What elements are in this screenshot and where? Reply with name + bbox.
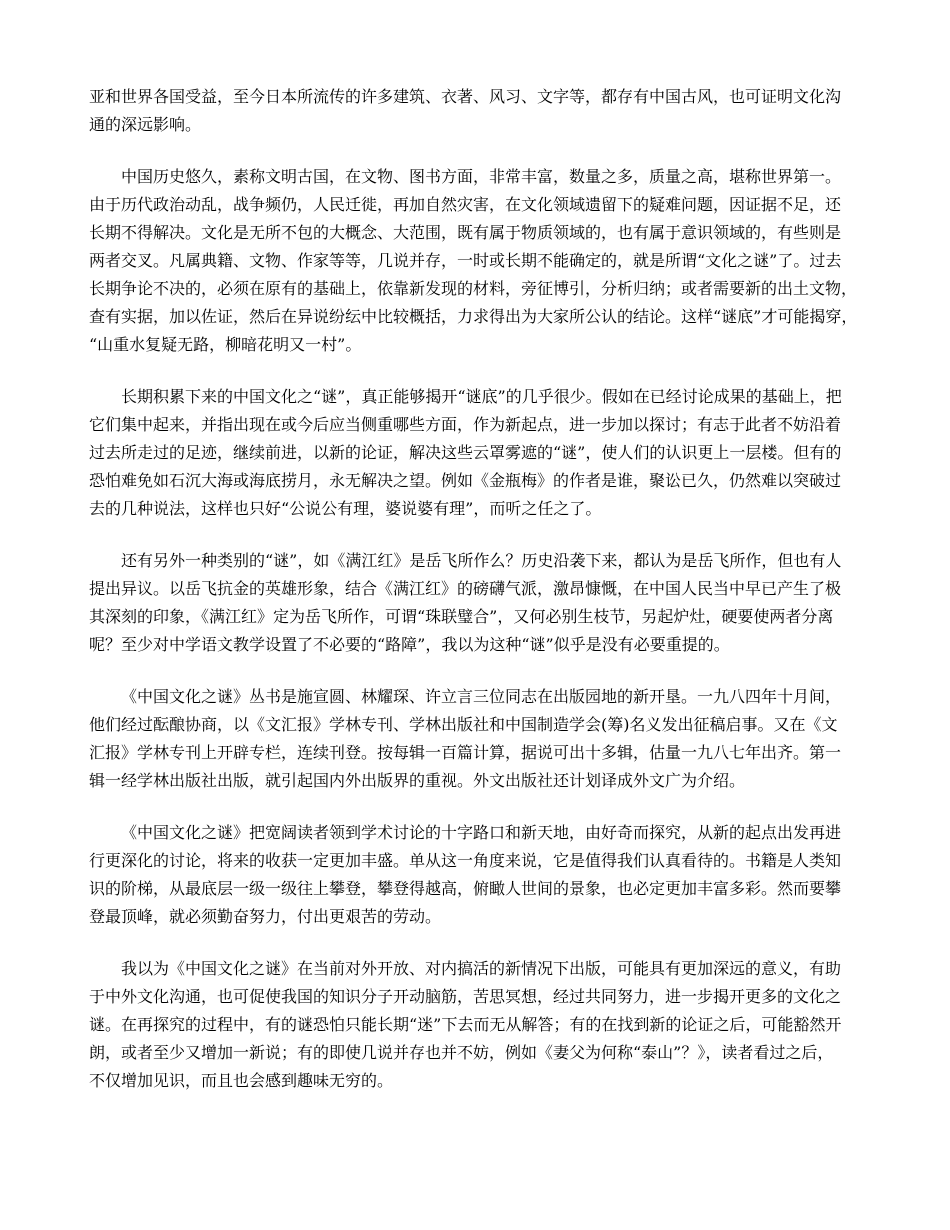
paragraph-5: [89, 683, 867, 795]
text-line: 他们经过酝酿协商，以《文汇报》学林专刊、学林出版社和中国制造学会(筹)名义发出征稿启事。又在《文: [89, 715, 838, 734]
text-line: 长期争论不决的，必须在原有的基础上，依靠新发现的材料，旁征博引，分析归纳；或者需要新的出土文物，: [89, 279, 858, 298]
text-line: 去的几种说法，这样也只好“公说公有理，婆说婆有理”，而听之任之了。: [89, 499, 602, 518]
text-line: 中国历史悠久，素称文明古国，在文物、图书方面，非常丰富，数量之多，质量之高，堪称世界第一。: [121, 167, 842, 186]
text-line: 行更深化的讨论，将来的收获一定更加丰盛。单从这一角度来说，它是值得我们认真看待的。书籍是人类知: [89, 851, 842, 870]
text-line: 不仅增加见识，而且也会感到趣味无穷的。: [89, 1071, 394, 1090]
text-line: “山重水复疑无路，柳暗花明又一村”。: [89, 335, 362, 354]
text-line: 我以为《中国文化之谜》在当前对外开放、对内搞活的新情况下出版，可能具有更加深远的意义，有助: [121, 959, 842, 978]
paragraph-1: [89, 83, 867, 139]
text-line: 恐怕难免如石沉大海或海底捞月，永无解决之望。例如《金瓶梅》的作者是谁，聚讼已久，仍然难以突破过: [89, 471, 842, 490]
text-line: 《中国文化之谜》把宽阔读者领到学术讨论的十字路口和新天地，由好奇而探究，从新的起点出发再进: [121, 823, 842, 842]
text-line: 两者交叉。凡属典籍、文物、作家等等，几说并存，一时或长期不能确定的，就是所谓“文化之谜”了。过去: [89, 251, 842, 270]
text-line: 提出异议。以岳飞抗金的英雄形象，结合《满江红》的磅礴气派，激昂慷慨，在中国人民当中早已产生了极: [89, 579, 842, 598]
text-line: 谜。在再探究的过程中，有的谜恐怕只能长期“迷”下去而无从解答；有的在找到新的论证之后，可能豁然开: [89, 1015, 842, 1034]
text-line: 汇报》学林专刊上开辟专栏，连续刊登。按每辑一百篇计算，据说可出十多辑，估量一九八七年出齐。第一: [89, 743, 842, 762]
text-line: 亚和世界各国受益，至今日本所流传的许多建筑、衣著、风习、文字等，都存有中国古风，也可证明文化沟: [89, 87, 842, 106]
text-line: 通的深远影响。: [89, 115, 202, 134]
text-line: 于中外文化沟通，也可促使我国的知识分子开动脑筋，苦思冥想，经过共同努力，进一步揭开更多的文化之: [89, 987, 842, 1006]
text-line: 由于历代政治动乱，战争频仍，人民迁徙，再加自然灾害，在文化领域遗留下的疑难问题，因证据不足，还: [89, 195, 842, 214]
paragraph-7: [89, 955, 867, 1095]
text-line: 登最顶峰，就必须勤奋努力，付出更艰苦的劳动。: [89, 907, 442, 926]
text-line: 其深刻的印象，《满江红》定为岳飞所作，可谓“珠联璧合”，又何必别生枝节，另起炉灶，硬要使两者分离: [89, 607, 834, 626]
paragraph-4: [89, 547, 867, 659]
text-line: 查有实据，加以佐证，然后在异说纷纭中比较概括，力求得出为大家所公认的结论。这样“谜底”才可能揭穿，: [89, 307, 858, 326]
text-line: 长期不得解决。文化是无所不包的大概念、大范围，既有属于物质领域的，也有属于意识领域的，有些则是: [89, 223, 842, 242]
text-line: 长期积累下来的中国文化之“谜”，真正能够揭开“谜底”的几乎很少。假如在已经讨论成果的基础上，把: [121, 387, 842, 406]
text-line: 朗，或者至少又增加一新说；有的即使几说并存也并不妨，例如《妻父为何称“泰山”？》，读者看过之后，: [89, 1043, 834, 1062]
paragraph-2: [89, 163, 867, 359]
paragraph-6: [89, 819, 867, 931]
text-line: 还有另外一种类别的“谜”，如《满江红》是岳飞所作么？历史沿袭下来，都认为是岳飞所作，但也有人: [121, 551, 842, 570]
text-line: 过去所走过的足迹，继续前进，以新的论证，解决这些云罩雾遮的“谜”，使人们的认识更上一层楼。但有的: [89, 443, 842, 462]
text-line: 它们集中起来，并指出现在或今后应当侧重哪些方面，作为新起点，进一步加以探讨；有志于此者不妨沿着: [89, 415, 842, 434]
text-line: 辑一经学林出版社出版，就引起国内外出版界的重视。外文出版社还计划译成外文广为介绍。: [89, 771, 746, 790]
text-line: 识的阶梯，从最底层一级一级往上攀登，攀登得越高，俯瞰人世间的景象，也必定更加丰富多彩。然而要攀: [89, 879, 842, 898]
paragraph-3: [89, 383, 867, 523]
text-line: 呢？至少对中学语文教学设置了不必要的“路障”，我以为这种“谜”似乎是没有必要重提的。: [89, 635, 730, 654]
text-line: 《中国文化之谜》丛书是施宣圆、林耀琛、许立言三位同志在出版园地的新开垦。一九八四年十月间，: [121, 687, 842, 706]
document-page: [89, 83, 867, 1119]
